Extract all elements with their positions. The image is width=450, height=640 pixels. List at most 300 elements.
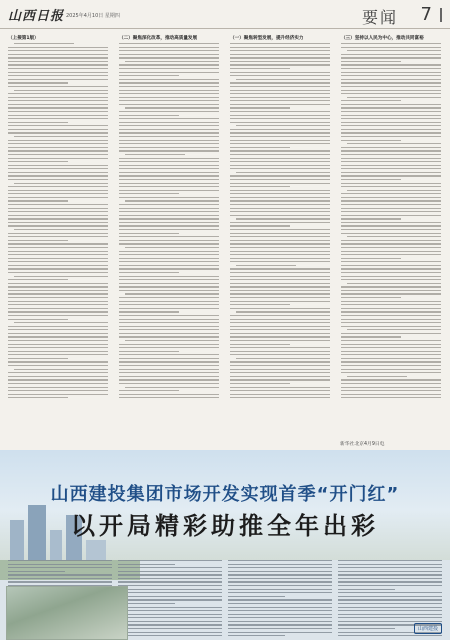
text-line [230,308,330,309]
text-line [8,186,108,187]
text-line [341,215,441,216]
text-line [119,211,219,212]
text-line [119,251,219,252]
text-line [230,158,330,159]
text-line [8,236,108,237]
text-line [230,43,330,44]
text-line [8,261,108,262]
text-line [338,635,442,636]
text-line [118,574,222,575]
text-line [14,229,108,230]
text-line [230,100,330,101]
text-line [341,233,441,234]
text-line [347,190,441,191]
text-line [119,147,219,148]
text-line [228,564,332,565]
text-line [8,372,108,373]
text-line [8,358,68,359]
text-line [8,208,108,209]
text-line [119,243,219,244]
column-2-heading: （二）聚焦深化改革，推动高质量发展 [119,36,198,41]
text-line [228,574,332,575]
text-line [341,72,441,73]
text-line [230,361,330,362]
text-line [338,592,442,593]
text-line [230,376,330,377]
text-line [230,301,330,302]
text-line [341,154,441,155]
text-line [119,333,219,334]
text-line [119,276,219,277]
text-line [119,358,219,359]
text-line [119,308,219,309]
text-line [341,82,441,83]
text-line [341,200,441,201]
text-line [125,200,219,201]
text-line [341,304,441,305]
text-line [228,599,332,600]
text-line [119,319,219,320]
text-line [8,122,68,123]
text-line [230,190,330,191]
text-line [119,326,219,327]
text-line [341,204,441,205]
text-line [8,179,108,180]
text-line [119,86,219,87]
column-4-body [341,43,441,398]
text-line [119,215,219,216]
text-line [230,326,330,327]
text-line [8,387,108,388]
text-line [230,204,330,205]
text-line [119,79,219,80]
text-line [230,293,330,294]
text-line [228,635,285,636]
text-line [230,175,330,176]
text-line [338,578,442,579]
text-line [228,596,285,597]
text-line [119,54,219,55]
text-line [230,261,330,262]
text-line [347,283,441,284]
column-1-heading: （上接第1版） [8,36,39,41]
text-line [8,304,108,305]
text-line [236,265,296,266]
text-line [8,347,108,348]
text-line [8,218,108,219]
text-line [230,115,330,116]
text-line [341,118,441,119]
text-line [8,376,108,377]
text-line [8,72,108,73]
text-line [338,610,442,611]
text-line [8,301,108,302]
text-line [341,111,441,112]
text-line [119,68,219,69]
text-line [341,158,441,159]
text-line [341,193,441,194]
text-line [338,617,442,618]
text-line [230,304,290,305]
page-number: 7 [420,4,432,25]
text-line [8,225,108,226]
text-line [119,204,219,205]
text-line [347,329,441,330]
text-line [118,592,222,593]
text-line [341,240,441,241]
text-line [341,75,441,76]
text-line [230,161,330,162]
text-line [341,186,441,187]
text-line [341,68,441,69]
text-line [230,215,330,216]
text-line [8,311,108,312]
text-line [230,333,330,334]
text-line [338,621,442,622]
text-line [341,222,441,223]
text-line [119,222,219,223]
text-line [230,336,330,337]
text-line [341,225,441,226]
text-line [119,369,219,370]
text-line [118,617,222,618]
text-line [8,161,68,162]
text-line [230,165,330,166]
text-line [230,387,330,388]
text-line [230,247,330,248]
text-line [8,279,68,280]
text-line [230,222,330,223]
column-1-body [8,43,108,398]
text-line [347,376,407,377]
text-line [341,361,441,362]
text-line [119,129,219,130]
text-line [230,90,330,91]
text-line [230,154,330,155]
text-line [119,64,219,65]
text-line [230,365,330,366]
text-line [119,347,219,348]
text-line [119,208,219,209]
text-line [8,118,108,119]
text-line [8,115,108,116]
text-line [8,47,108,48]
text-line [14,369,108,370]
text-line [14,322,108,323]
text-line [341,47,441,48]
text-line [341,251,441,252]
text-line [341,64,441,65]
text-line [341,301,441,302]
column-3-body [230,43,330,398]
text-line [341,308,441,309]
text-line [341,358,441,359]
text-line [230,86,330,87]
text-line [230,251,330,252]
text-line [230,147,290,148]
text-line [341,243,441,244]
text-line [119,351,179,352]
text-line [347,97,441,98]
text-line [230,286,330,287]
text-line [119,140,219,141]
text-line [347,50,441,51]
text-line [119,150,219,151]
text-line [341,229,441,230]
text-line [119,47,219,48]
text-line [119,165,219,166]
text-line [230,64,330,65]
text-line [341,161,441,162]
text-line [119,175,219,176]
text-line [119,297,219,298]
text-line [8,204,108,205]
text-line [230,132,330,133]
text-line [338,581,442,582]
text-line [230,140,330,141]
text-line [119,158,219,159]
column-2 [119,34,219,449]
text-line [230,118,330,119]
text-line [230,372,330,373]
text-line [230,68,290,69]
text-line [8,297,108,298]
text-line [230,72,330,73]
text-line [230,179,330,180]
text-line [341,315,441,316]
text-line [341,290,441,291]
text-line [8,326,108,327]
text-line [8,336,108,337]
text-line [228,585,332,586]
text-line [347,143,441,144]
text-line [230,383,290,384]
text-line [341,54,441,55]
text-line [119,136,219,137]
text-line [341,107,441,108]
text-line [338,603,442,604]
text-line [341,336,401,337]
text-line [8,397,68,398]
text-line [228,621,332,622]
text-line [14,183,108,184]
text-line [341,104,441,105]
text-line [341,86,441,87]
text-line [230,354,330,355]
text-line [8,158,108,159]
text-line [8,75,108,76]
text-line [338,614,442,615]
text-line [341,279,441,280]
text-line [230,322,330,323]
text-line [119,283,219,284]
text-line [119,122,219,123]
text-line [119,72,219,73]
text-line [119,379,219,380]
text-line [8,272,108,273]
text-line [228,628,332,629]
text-line [338,599,442,600]
text-line [230,319,330,320]
text-line [341,340,441,341]
text-line [119,179,219,180]
text-line [230,122,330,123]
text-line [341,218,401,219]
text-line [8,104,108,105]
text-line [230,193,330,194]
text-line [119,301,219,302]
text-line [338,589,395,590]
text-line [125,61,219,62]
text-line [8,165,108,166]
text-line [236,218,330,219]
text-line [230,211,330,212]
text-line [236,79,330,80]
text-line [8,211,108,212]
text-line [8,168,108,169]
text-line [230,50,330,51]
text-line [125,247,219,248]
text-line [341,286,441,287]
text-line [341,43,441,44]
text-line [341,333,441,334]
text-line [230,186,290,187]
text-line [236,311,330,312]
text-line [8,125,108,126]
text-line [8,215,108,216]
text-line [341,125,441,126]
text-line [236,125,330,126]
text-line [230,329,330,330]
text-line [230,344,290,345]
text-line [119,361,219,362]
text-line [230,394,330,395]
text-line [119,286,219,287]
text-line [119,265,219,266]
text-line [119,43,219,44]
text-line [341,383,441,384]
text-line [230,47,330,48]
text-line [341,272,441,273]
text-line [341,172,441,173]
article-columns [8,34,442,449]
text-line [118,596,222,597]
text-line [230,276,330,277]
text-line [230,54,330,55]
column-3 [230,34,330,449]
text-line [230,208,330,209]
text-line [118,607,222,608]
text-line [8,361,108,362]
text-line [228,581,332,582]
text-line [230,150,330,151]
text-line [230,225,290,226]
text-line [338,560,442,561]
text-line [8,100,108,101]
text-line [341,344,441,345]
text-line [119,186,219,187]
text-line [230,236,330,237]
text-line [230,240,330,241]
text-line [8,132,108,133]
text-line [119,261,219,262]
text-line [228,607,332,608]
text-line [119,394,219,395]
text-line [8,150,108,151]
text-line [8,319,68,320]
text-line [341,276,441,277]
text-line [230,129,330,130]
text-line [8,379,108,380]
text-line [118,624,222,625]
text-line [228,589,332,590]
text-line [8,129,108,130]
text-line [230,290,330,291]
text-line [119,111,219,112]
text-line [341,351,441,352]
text-line [230,143,330,144]
section-title: 要闻 [361,8,398,27]
text-line [8,68,108,69]
text-line [119,100,219,101]
text-line [341,261,441,262]
text-line [119,315,219,316]
text-line [8,243,108,244]
text-line [8,222,108,223]
text-line [8,172,108,173]
text-line [341,254,441,255]
text-line [8,111,108,112]
text-line [230,107,290,108]
text-line [8,147,108,148]
text-line [119,125,219,126]
text-line [8,175,108,176]
text-line [230,315,330,316]
text-line [341,211,441,212]
text-line [341,100,401,101]
text-line [341,140,401,141]
text-line [118,567,222,568]
text-line [228,567,332,568]
text-line [119,397,219,398]
text-line [8,265,108,266]
text-line [341,293,441,294]
text-line [8,283,108,284]
text-line [8,200,68,201]
text-line [338,564,442,565]
text-line [8,247,108,248]
text-line [230,351,330,352]
text-line [8,329,108,330]
feature-advertorial [0,450,450,640]
text-line [8,240,68,241]
text-line [230,111,330,112]
text-line [8,390,108,391]
text-line [230,279,330,280]
text-line [230,254,330,255]
text-line [230,200,330,201]
text-line [119,304,219,305]
text-line [125,340,219,341]
newspaper-logo: 山西日报 [8,9,65,24]
text-line [8,154,108,155]
text-line [230,57,330,58]
text-line [341,372,441,373]
text-line [338,574,442,575]
text-line [8,93,108,94]
text-line [230,340,330,341]
text-line [230,233,330,234]
